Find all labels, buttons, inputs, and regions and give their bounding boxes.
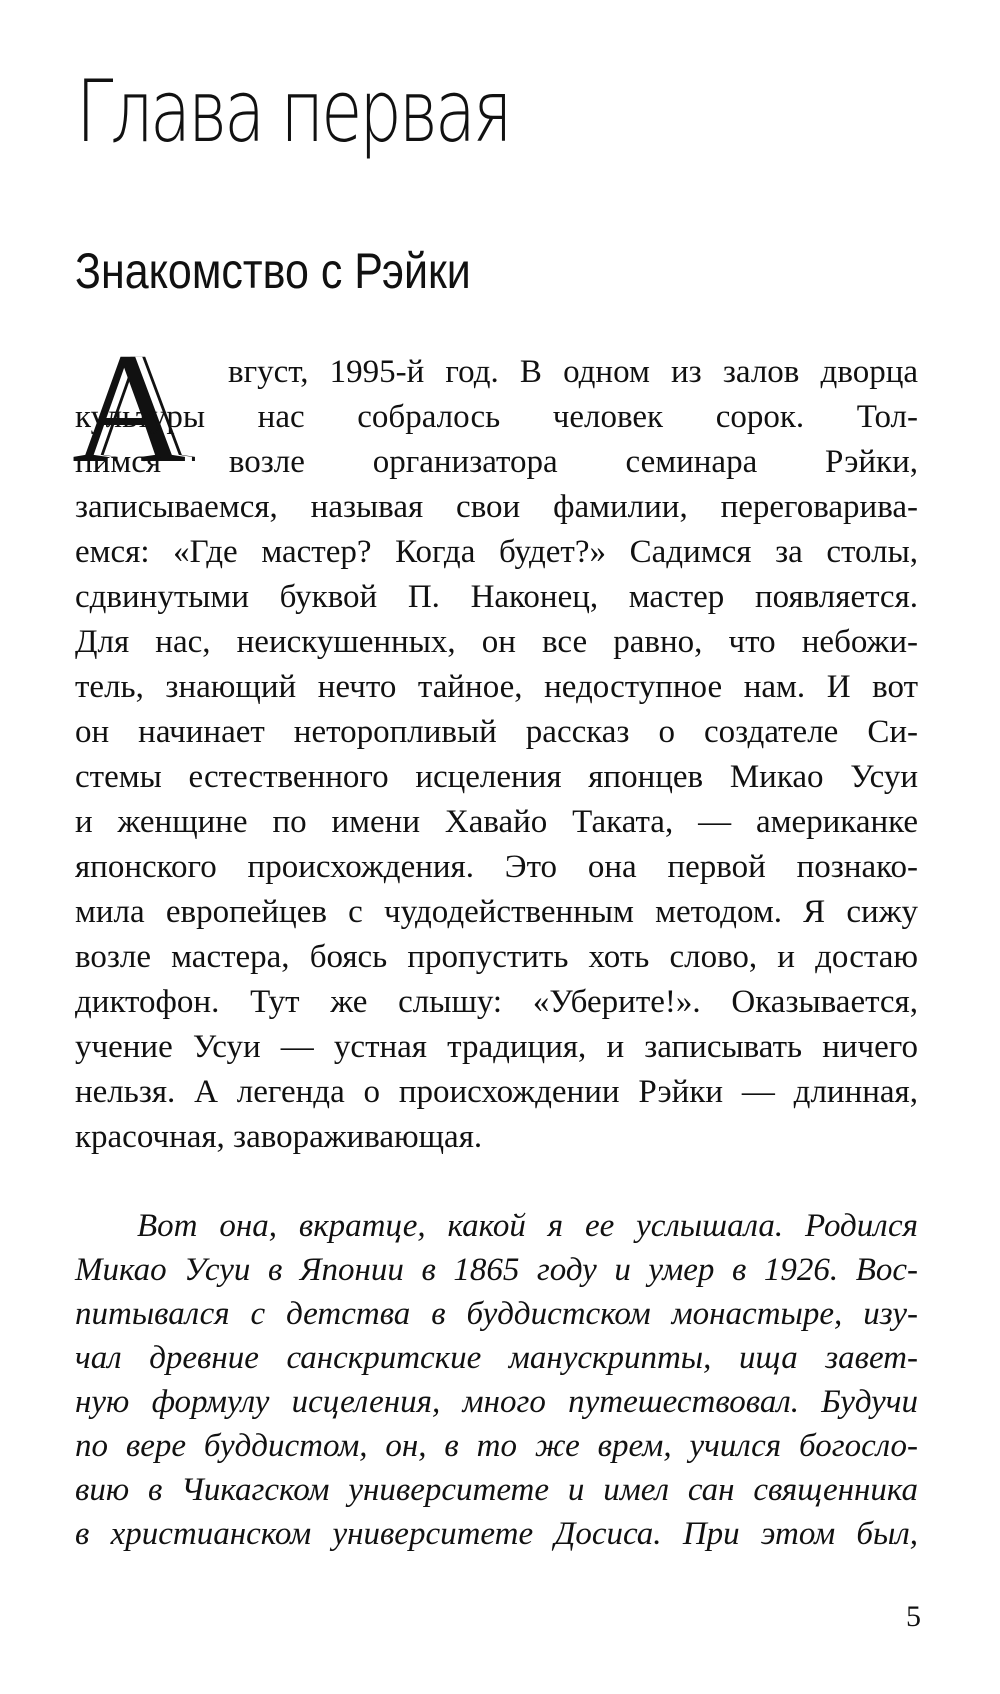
text-line: Для нас, неискушенных, он все равно, что небожи- <box>75 624 918 660</box>
text-line: возле мастера, боясь пропустить хоть слово, и достаю <box>75 939 918 975</box>
page-number: 5 <box>906 1600 921 1633</box>
text-line: вию в Чикагском университете и имел сан священника <box>75 1472 918 1508</box>
paragraph-intro <box>75 350 918 1160</box>
text-line: пимся возле организатора семинара Рэйки, <box>75 444 918 480</box>
text-line: красочная, завораживающая. <box>75 1119 483 1155</box>
text-line: ную формулу исцеления, много путешествовал. Будучи <box>75 1384 918 1420</box>
text-line: записываемся, называя свои фамилии, переговарива- <box>75 489 918 525</box>
paragraph-legend <box>75 1204 918 1556</box>
text-line: Микао Усуи в Японии в 1865 году и умер в 1926. Вос- <box>75 1252 918 1288</box>
text-line: японского происхождения. Это она первой познако- <box>75 849 918 885</box>
text-line: мила европейцев с чудодейственным методом. Я сижу <box>75 894 918 930</box>
text-line: тель, знающий нечто тайное, недоступное нам. И вот <box>75 669 918 705</box>
section-title: Знакомство с Рэйки <box>75 243 471 299</box>
text-line: в христианском университете Досиса. При этом был, <box>75 1516 918 1552</box>
text-line: он начинает неторопливый рассказ о создателе Си- <box>75 714 918 750</box>
text-line: по вере буддистом, он, в то же врем, учился богосло- <box>75 1428 918 1464</box>
text-line: питывался с детства в буддистском монастыре, изу- <box>75 1296 918 1332</box>
text-line: и женщине по имени Хавайо Таката, — американке <box>75 804 918 840</box>
text-line: нельзя. А легенда о происхождении Рэйки — длинная, <box>75 1074 918 1110</box>
text-line: учение Усуи — устная традиция, и записывать ничего <box>75 1029 918 1065</box>
text-line: вгуст, 1995-й год. В одном из залов дворца <box>228 354 918 390</box>
text-line: емся: «Где мастер? Когда будет?» Садимся за столы, <box>75 534 918 570</box>
text-line: сдвинутыми буквой П. Наконец, мастер появляется. <box>75 579 918 615</box>
text-line: диктофон. Тут же слышу: «Уберите!». Оказывается, <box>75 984 918 1020</box>
text-line: стемы естественного исцеления японцев Микао Усуи <box>75 759 918 795</box>
chapter-title: Глава первая <box>76 62 510 162</box>
text-line: чал древние санскритские манускрипты, ища завет- <box>75 1340 918 1376</box>
text-line: Вот она, вкратце, какой я ее услышала. Родился <box>137 1208 918 1244</box>
drop-cap: А <box>72 321 187 496</box>
text-line: культуры нас собралось человек сорок. Тол- <box>75 399 918 435</box>
